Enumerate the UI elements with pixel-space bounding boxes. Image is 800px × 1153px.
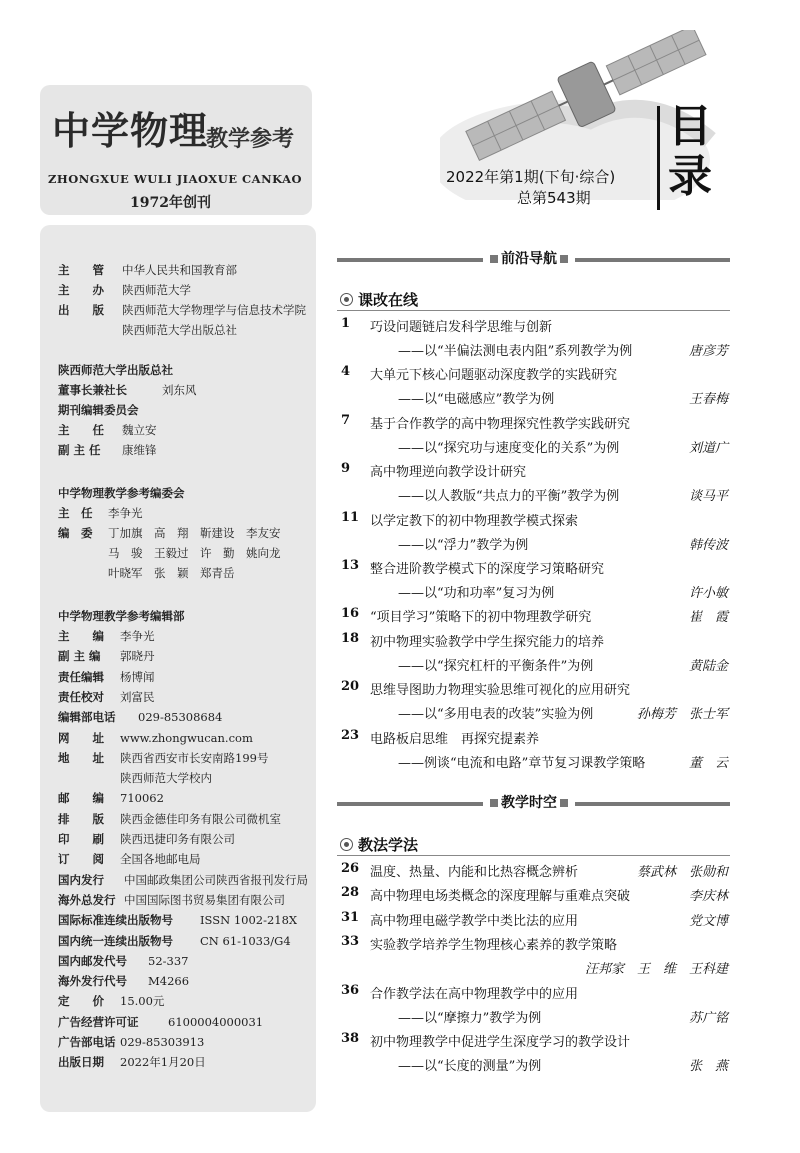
article-subtitle: ——以“探究功与速度变化的关系”为例	[398, 440, 620, 456]
masthead-row	[58, 933, 291, 949]
bullet-circle-icon	[340, 838, 353, 851]
article-page-number: 31	[341, 909, 360, 925]
article-title: 基于合作教学的高中物理探究性教学实践研究	[370, 416, 631, 432]
masthead-row	[58, 993, 164, 1009]
article-subtitle: ——以“浮力”教学为例	[398, 537, 529, 553]
article-title: 思维导图助力物理实验思维可视化的应用研究	[370, 683, 631, 699]
section-title-text: 教学时空	[501, 795, 557, 811]
masthead-label: 董事长兼社长	[58, 383, 127, 397]
masthead-row	[58, 831, 235, 847]
article-author: 苏广铭	[688, 1010, 728, 1026]
section-marker-icon	[560, 799, 568, 807]
article-subtitle: ——以“摩擦力”教学为例	[398, 1010, 542, 1026]
masthead-label: 主 编	[58, 629, 104, 643]
masthead-row	[58, 689, 155, 705]
article-author: 蔡武林 张勋和	[636, 865, 728, 880]
masthead-value: 陕西省西安市长安南路199号	[120, 750, 269, 765]
masthead-value: 中国国际图书贸易集团有限公司	[124, 892, 285, 907]
masthead-row	[58, 628, 155, 644]
article-subtitle: ——以“探究杠杆的平衡条件”为例	[398, 658, 594, 674]
masthead-value: 陕西师范大学物理学与信息技术学院	[122, 303, 306, 317]
masthead-row	[58, 565, 235, 581]
article-title: 巧设问题链启发科学思维与创新	[370, 320, 553, 335]
article-page-number: 38	[341, 1031, 360, 1046]
section-title	[483, 792, 575, 812]
article-page-number: 33	[341, 934, 360, 950]
masthead-label: 副 主 编	[58, 649, 101, 664]
masthead-label: 国内邮发代号	[58, 953, 127, 968]
masthead-label: 编辑部电话	[58, 710, 116, 725]
masthead-label: 排 版	[58, 811, 104, 826]
masthead-label: 国内发行	[58, 872, 104, 887]
article-subtitle: ——以“功和功率”复习为例	[398, 586, 555, 601]
article-title: 高中物理电磁学教学中类比法的应用	[370, 913, 579, 929]
title-divider	[657, 106, 660, 210]
masthead-label: 海外发行代号	[58, 974, 127, 989]
masthead-row	[58, 973, 189, 989]
masthead-row	[58, 302, 306, 318]
masthead-label: 海外总发行	[58, 892, 116, 907]
article-title: 实验教学培养学生物理核心素养的教学策略	[370, 938, 618, 954]
masthead-value: www.zhongwucan.com	[120, 730, 253, 745]
masthead-value: 郭晓丹	[120, 649, 155, 664]
founded-year: 1972年创刊	[130, 195, 211, 211]
masthead-heading: 中学物理教学参考编委会	[58, 486, 185, 500]
article-author: 李庆林	[688, 889, 728, 905]
article-subtitle: ——例谈“电流和电路”章节复习课教学策略	[398, 755, 646, 771]
masthead-label: 定 价	[58, 994, 104, 1009]
masthead-label: 主 任	[58, 423, 104, 437]
article-author: 韩传波	[688, 537, 728, 553]
article-page-number: 16	[341, 606, 360, 622]
masthead-row	[58, 709, 222, 725]
masthead-label: 主 任	[58, 506, 93, 520]
masthead-label: 广告部电话	[58, 1035, 116, 1049]
article-author: 党文博	[688, 913, 728, 929]
masthead-label: 网 址	[58, 730, 104, 745]
article-subtitle: ——以“半偏法测电表内阻”系列教学为例	[398, 344, 633, 359]
masthead-row	[58, 669, 155, 685]
subsection-title	[340, 289, 418, 310]
article-page-number: 36	[341, 982, 360, 998]
subsection-title-text: 教法学法	[358, 836, 419, 854]
masthead-row	[58, 382, 197, 398]
article-title: 整合进阶教学模式下的深度学习策略研究	[370, 562, 605, 577]
masthead-value: 陕西师范大学	[122, 283, 191, 297]
article-author: 孙梅芳 张士军	[636, 707, 728, 723]
article-title: 合作教学法在高中物理教学中的应用	[370, 986, 579, 1002]
article-author: 董 云	[688, 755, 728, 771]
masthead-label: 订 阅	[58, 852, 104, 867]
masthead-row	[58, 790, 164, 806]
article-author: 刘道广	[688, 440, 728, 456]
masthead-label: 国际标准连续出版物号	[58, 913, 173, 928]
masthead-label: 责任校对	[58, 689, 104, 704]
masthead-row	[58, 872, 308, 888]
masthead-row	[58, 770, 212, 786]
masthead-label: 国内统一连续出版物号	[58, 933, 173, 948]
article-page-number: 1	[341, 316, 351, 331]
article-author: 黄陆金	[688, 658, 728, 674]
section-marker-icon	[490, 799, 498, 807]
masthead-label: 主 管	[58, 263, 104, 277]
masthead-value: 6100004000031	[168, 1014, 264, 1029]
article-subtitle: ——以“多用电表的改装”实验为例	[398, 707, 594, 723]
masthead-row	[58, 322, 237, 338]
article-page-number: 9	[341, 461, 351, 477]
masthead-value: 陕西师范大学出版总社	[122, 323, 237, 337]
subsection-rule	[337, 855, 730, 856]
masthead-value: 康维锋	[122, 443, 157, 457]
article-page-number: 26	[341, 861, 360, 876]
masthead-row	[58, 282, 191, 298]
article-author: 张 燕	[688, 1059, 728, 1074]
bullet-circle-icon	[340, 293, 353, 306]
masthead-heading: 期刊编辑委员会	[58, 403, 139, 417]
section-title	[483, 248, 575, 268]
masthead-value: 刘富民	[120, 689, 155, 704]
masthead-heading: 中学物理教学参考编辑部	[58, 609, 185, 623]
masthead-row	[58, 730, 253, 746]
masthead-value: 李争光	[108, 506, 143, 520]
article-page-number: 23	[341, 727, 360, 743]
masthead-value: 魏立安	[122, 423, 157, 437]
masthead-row	[58, 648, 155, 664]
masthead-label: 出版日期	[58, 1055, 104, 1070]
journal-logo: 中学物理	[52, 109, 209, 153]
masthead-label: 地 址	[58, 750, 104, 765]
journal-pinyin: ZHONGXUE WULI JIAOXUE CANKAO	[48, 172, 303, 186]
masthead-row	[58, 750, 268, 766]
article-title: 电路板启思维 再探究提素养	[370, 731, 540, 747]
masthead-row	[58, 442, 157, 458]
article-author: 汪邦家 王 维 王科建	[584, 962, 728, 978]
article-subtitle: ——以人教版“共点力的平衡”教学为例	[398, 489, 620, 505]
masthead-value: 15.00元	[120, 994, 165, 1009]
masthead-row	[58, 851, 201, 867]
subsection-rule	[337, 310, 730, 311]
article-subtitle: ——以“电磁感应”教学为例	[398, 392, 555, 408]
article-author: 崔 霞	[688, 610, 728, 626]
masthead-value: 陕西金德佳印务有限公司微机室	[120, 811, 281, 826]
article-title: “项目学习”策略下的初中物理教学研究	[370, 610, 592, 626]
masthead-label: 编 委	[58, 526, 93, 540]
masthead-value: 中华人民共和国教育部	[122, 263, 237, 277]
masthead-label: 出 版	[58, 303, 104, 317]
masthead-row	[58, 545, 281, 561]
masthead-value: 陕西师范大学校内	[120, 771, 212, 786]
article-title: 以学定教下的初中物理教学模式探索	[370, 513, 579, 529]
article-title: 初中物理实验教学中学生探究能力的培养	[370, 634, 605, 650]
issue-number: 2022年第1期(下旬·综合)	[446, 168, 616, 186]
masthead-value: 陕西迅捷印务有限公司	[120, 832, 235, 846]
masthead-value: 马 骏 王毅过 许 勤 姚向龙	[108, 546, 281, 560]
masthead-value: 52-337	[148, 953, 189, 968]
masthead-row	[58, 1054, 206, 1070]
article-title: 初中物理教学中促进学生深度学习的教学设计	[370, 1035, 631, 1050]
masthead-value: 全国各地邮电局	[120, 852, 201, 867]
masthead-value: 2022年1月20日	[120, 1055, 206, 1070]
masthead-label: 主 办	[58, 283, 104, 297]
section-marker-icon	[560, 255, 568, 263]
masthead-value: 029-85303913	[120, 1035, 205, 1049]
article-title: 温度、热量、内能和比热容概念辨析	[370, 865, 579, 880]
masthead-row	[58, 892, 285, 908]
article-author: 王春梅	[688, 392, 728, 408]
masthead-row	[58, 422, 157, 438]
article-subtitle: ——以“长度的测量”为例	[398, 1059, 542, 1074]
masthead-heading: 陕西师范大学出版总社	[58, 363, 173, 377]
masthead-value: CN 61-1033/G4	[200, 933, 291, 948]
article-page-number: 18	[341, 630, 360, 646]
masthead-value: 杨博闻	[120, 669, 155, 684]
article-author: 谈马平	[688, 489, 728, 505]
total-issue-number: 总第543期	[517, 189, 591, 207]
article-title: 高中物理电场类概念的深度理解与重难点突破	[370, 889, 631, 905]
article-page-number: 13	[341, 558, 360, 573]
article-page-number: 11	[341, 509, 360, 525]
article-page-number: 7	[341, 412, 351, 428]
section-marker-icon	[490, 255, 498, 263]
masthead-value: 李争光	[120, 629, 155, 643]
journal-logo-subtitle: 教学参考	[206, 127, 295, 152]
article-title: 大单元下核心问题驱动深度教学的实践研究	[370, 368, 618, 384]
masthead-row	[58, 525, 281, 541]
masthead-value: 刘东风	[162, 383, 197, 397]
masthead-row	[58, 1014, 263, 1030]
article-author: 唐彦芳	[688, 344, 728, 359]
masthead-label: 邮 编	[58, 791, 104, 806]
subsection-title	[340, 834, 418, 855]
masthead-value: 叶晓军 张 颖 郑青岳	[108, 566, 235, 580]
masthead-row	[58, 505, 143, 521]
masthead-value: 丁加旗 高 翔 靳建设 李友安	[108, 526, 281, 540]
section-title-text: 前沿导航	[501, 251, 557, 267]
article-page-number: 28	[341, 885, 360, 901]
masthead-label: 印 刷	[58, 832, 104, 846]
contents-title: 目录	[668, 101, 712, 202]
masthead-value: M4266	[148, 974, 190, 989]
masthead-label: 广告经营许可证	[58, 1014, 139, 1029]
masthead-value: 中国邮政集团公司陕西省报刊发行局	[124, 872, 308, 887]
masthead-value: 029-85308684	[138, 710, 223, 725]
masthead-row	[58, 811, 281, 827]
masthead-value: ISSN 1002-218X	[200, 913, 298, 928]
masthead-label: 责任编辑	[58, 669, 104, 684]
masthead-row	[58, 953, 188, 969]
subsection-title-text: 课改在线	[358, 291, 419, 309]
masthead-row	[58, 262, 237, 278]
article-title: 高中物理逆向教学设计研究	[370, 465, 527, 481]
article-page-number: 20	[341, 679, 360, 695]
article-page-number: 4	[341, 364, 351, 380]
masthead-row	[58, 912, 297, 928]
masthead-label: 副 主 任	[58, 443, 101, 457]
masthead-row	[58, 1034, 204, 1050]
article-author: 许小敏	[688, 586, 728, 601]
masthead-value: 710062	[120, 791, 164, 806]
